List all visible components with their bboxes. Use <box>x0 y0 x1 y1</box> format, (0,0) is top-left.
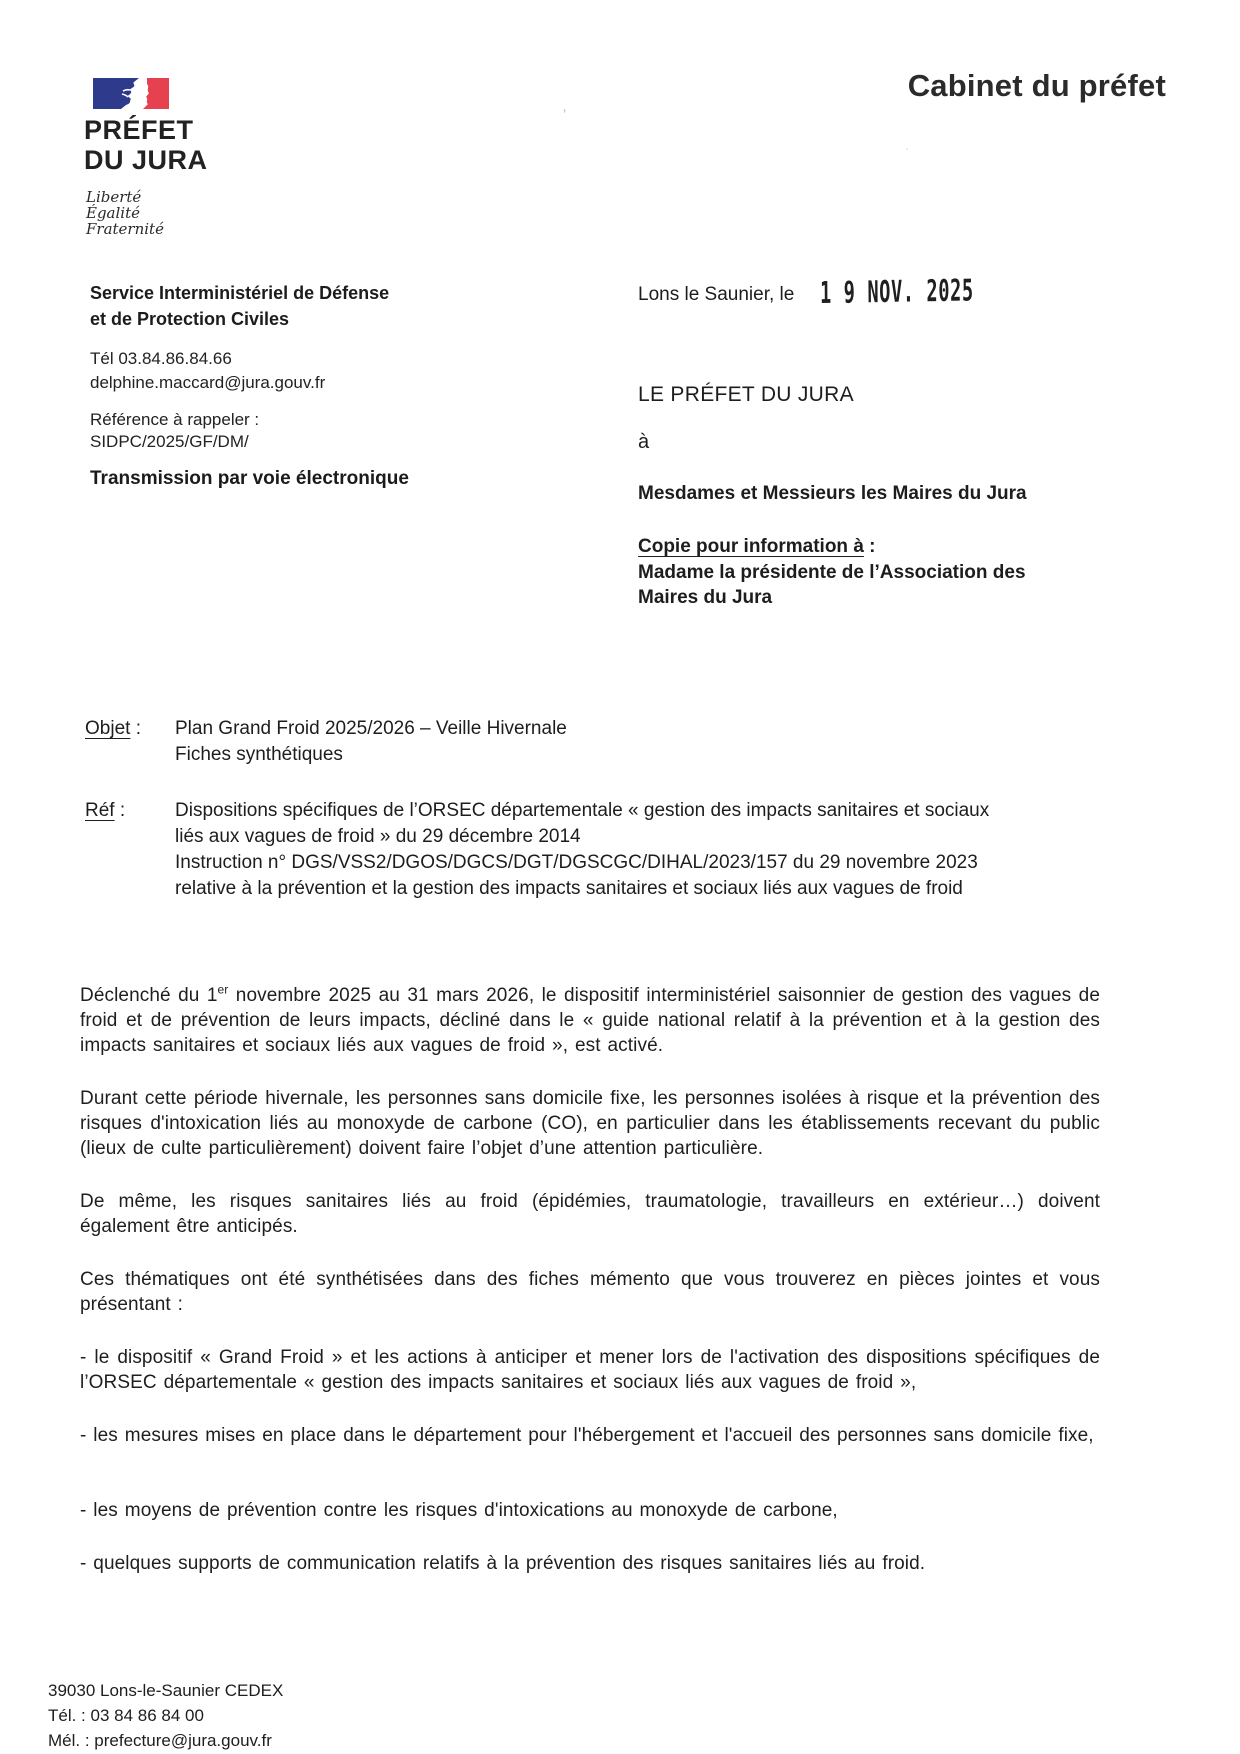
motto-egalite: Égalité <box>86 204 140 222</box>
body-paragraph-1 <box>80 983 1100 1058</box>
body-bullet-1: - le dispositif « Grand Froid » et les actions à anticiper et mener lors de l'activation des dispositions spécifiques de l’ORSEC départementale « gestion des impacts sanitaires et sociaux liés aux vagues de froid », <box>80 1347 1100 1393</box>
place-and-date: Lons le Saunier, le <box>638 284 795 305</box>
subject-line2: Fiches synthétiques <box>175 744 343 765</box>
sender-service-line1: Service Interministériel de Défense <box>90 283 390 303</box>
sender-service-line2: et de Protection Civiles <box>90 309 290 329</box>
transmission-note: Transmission par voie électronique <box>90 468 409 489</box>
subject-label-colon: : <box>130 718 141 739</box>
sender-email: delphine.maccard@jura.gouv.fr <box>90 373 326 392</box>
to-word: à <box>638 431 650 453</box>
sender-phone: Tél 03.84.86.84.66 <box>90 349 232 368</box>
p1-prefix: Déclenché du 1 <box>80 985 218 1006</box>
body-bullet-2: - les mesures mises en place dans le département pour l'hébergement et l'accueil des personnes sans domicile fixe, <box>80 1425 1094 1446</box>
footer-email: Mél. : prefecture@jura.gouv.fr <box>48 1731 272 1750</box>
letter-body <box>80 983 1100 1604</box>
reference-label-text: Réf <box>85 800 115 821</box>
sender-contact <box>90 347 325 395</box>
body-paragraph-4: Ces thématiques ont été synthétisées dans des fiches mémento que vous trouverez en pièces jointes et vous présentant : <box>80 1269 1100 1315</box>
marianne-flag-icon <box>93 78 169 109</box>
footer-address: 39030 Lons-le-Saunier CEDEX <box>48 1681 284 1700</box>
body-paragraph-3: De même, les risques sanitaires liés au froid (épidémies, traumatologie, travailleurs en extérieur…) doivent également être anticipés. <box>80 1191 1100 1237</box>
letter-footer <box>48 1678 283 1753</box>
sender-service <box>90 280 389 332</box>
republic-motto <box>86 189 208 237</box>
prefecture-logo-block <box>84 78 208 237</box>
date-stamp: 1 9 NOV. 2025 <box>820 273 974 311</box>
reference-value: SIDPC/2025/GF/DM/ <box>90 432 249 451</box>
subject-reference-block <box>85 716 1115 902</box>
sender-reference <box>90 409 259 453</box>
reference-item2: Instruction n° DGS/VSS2/DGOS/DGCS/DGT/DGSCGC/DIHAL/2023/157 du 29 novembre 2023 relative à la prévention et la gestion des impacts sanitaires et sociaux liés aux vagues de froid <box>175 852 978 899</box>
subject-row <box>85 716 1115 768</box>
scan-artifact: ’ <box>563 106 567 122</box>
office-title: Cabinet du préfet <box>907 68 1166 103</box>
copy-label-colon-wrap <box>638 536 876 558</box>
copy-label-text: Copie pour information à <box>638 536 864 557</box>
prefecture-name-line2: DU JURA <box>84 145 208 175</box>
scan-artifact: · <box>905 140 910 156</box>
reference-label: Référence à rappeler : <box>90 410 260 429</box>
p1-rest: novembre 2025 au 31 mars 2026, le dispositif interministériel saisonnier de gestion des vagues de froid et de prévention de leurs impacts, décliné dans le « guide national relatif à la prévention et à la gestion des impacts sanitaires et sociaux liés aux vagues de froid », est activé. <box>80 985 1100 1056</box>
copy-recipient-line1: Madame la présidente de l’Association des <box>638 562 1026 583</box>
reference-row <box>85 798 1115 902</box>
subject-label-text: Objet <box>85 718 131 739</box>
copy-label-colon: : <box>863 536 876 557</box>
letter-addressee: Mesdames et Messieurs les Maires du Jura <box>638 483 1027 504</box>
subject-label <box>85 716 175 768</box>
body-bullet-3: - les moyens de prévention contre les risques d'intoxications au monoxyde de carbone, <box>80 1500 838 1521</box>
body-bullet-4: - quelques supports de communication relatifs à la prévention des risques sanitaires liés au froid. <box>80 1553 926 1574</box>
reference-item1: Dispositions spécifiques de l’ORSEC départementale « gestion des impacts sanitaires et sociaux liés aux vagues de froid » du 29 décembre 2014 <box>175 800 990 847</box>
motto-liberte: Liberté <box>86 188 142 206</box>
copy-recipient-line2: Maires du Jura <box>638 587 773 608</box>
subject-line1: Plan Grand Froid 2025/2026 – Veille Hivernale <box>175 718 567 739</box>
prefecture-name-line1: PRÉFET <box>84 115 194 145</box>
reference-content <box>175 798 1020 902</box>
prefecture-name <box>84 115 208 175</box>
footer-phone: Tél. : 03 84 86 84 00 <box>48 1706 204 1725</box>
subject-content <box>175 716 1020 768</box>
p1-superscript: er <box>217 982 229 997</box>
reference-label-colon: : <box>114 800 126 821</box>
letter-author: LE PRÉFET DU JURA <box>638 383 854 406</box>
motto-fraternite: Fraternité <box>86 220 164 238</box>
reference-row-label <box>85 798 175 902</box>
body-paragraph-2: Durant cette période hivernale, les personnes sans domicile fixe, les personnes isolées à risque et la prévention des risques d'intoxication liés au monoxyde de carbone (CO), en particulier dans les établissements recevant du public (lieux de culte particulièrement) doivent faire l’objet d’une attention particulière. <box>80 1088 1100 1159</box>
